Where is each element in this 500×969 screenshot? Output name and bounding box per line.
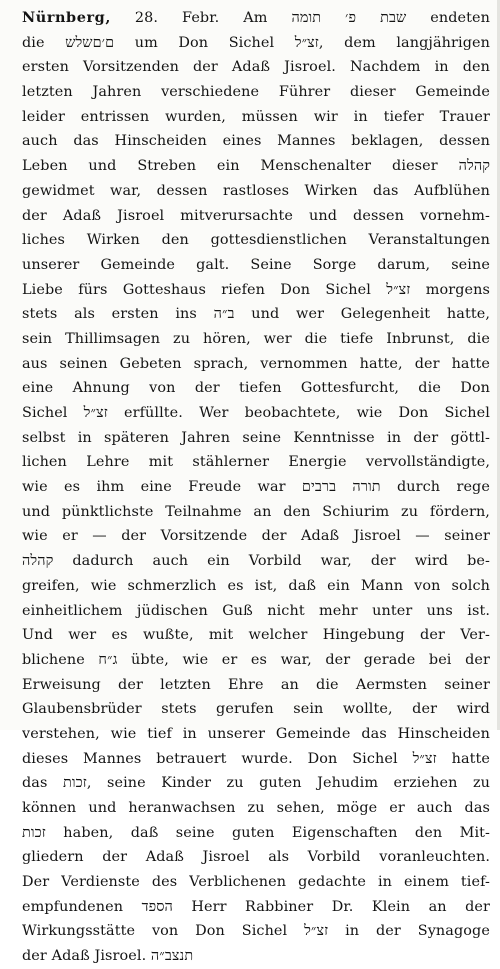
article-line: Glaubensbrüder stets gerufen sein wollte, der wird [22, 701, 490, 718]
article-line: die ם׳םשלש um Don Sichel זצ״ל, dem langjährigen [22, 34, 490, 51]
article-line: gliedern der Adaß Jisroel als Vorbild voranleuchten. [22, 849, 490, 866]
article-line: Der Verdienste des Verblichenen gedachte in einem tief- [22, 874, 490, 891]
article-line: Wirkungsstätte von Don Sichel זצ״ל in der Synagoge [22, 923, 490, 940]
article-line: ersten Vorsitzenden der Adaß Jisroel. Nachdem in den [22, 59, 490, 76]
article-column [22, 6, 490, 969]
dateline-place: Nürnberg, [22, 9, 111, 26]
article-line: und pünktlichste Teilnahme an den Schiurim zu fördern, [22, 503, 490, 520]
article-line: lichen Lehre mit stählerner Energie vervollständigte, [22, 454, 490, 471]
article-line-text: 28. Febr. Am שבת פ׳ תומה endeten [134, 10, 490, 26]
article-line: dieses Mannes betrauert wurde. Don Sichel זצ״ל hatte [22, 750, 490, 767]
article-line: Erweisung der letzten Ehre an die Aermsten seiner [22, 676, 490, 693]
article-line: wie er — der Vorsitzende der Adaß Jisroel — seiner [22, 528, 490, 545]
article-line-closing: der Adaß Jisroel. תנצב״ה [22, 948, 194, 965]
article-line: Leben und Streben ein Menschenalter dieser קהלה [22, 158, 490, 175]
article-line: aus seinen Gebeten sprach, vernommen hatte, der hatte [22, 355, 490, 372]
article-line: empfundenen הספד Herr Rabbiner Dr. Klein an der [22, 898, 490, 915]
article-line: letzten Jahren verschiedene Führer dieser Gemeinde [22, 84, 490, 101]
article-line: gewidmet war, dessen rastloses Wirken das Aufblühen [22, 182, 490, 199]
article-line: selbst in späteren Jahren seine Kenntnisse in der göttl- [22, 429, 490, 446]
article-line: verstehen, wie tief in unserer Gemeinde das Hinscheiden [22, 725, 490, 742]
article-line-1 [22, 6, 490, 31]
article-line: stets als ersten ins ב״ה und wer Gelegenheit hatte, [22, 306, 490, 323]
article-line: das זכות, seine Kinder zu guten Jehudim erziehen zu [22, 775, 490, 792]
article-line: Sichel זצ״ל erfüllte. Wer beobachtete, wie Don Sichel [22, 405, 490, 421]
article-line: auch das Hinscheiden eines Mannes beklagen, dessen [22, 133, 490, 150]
article-line: sein Thillimsagen zu hören, wer die tiefe Inbrunst, die [22, 330, 490, 347]
article-line: können und heranwachsen zu sehen, möge er auch das [22, 800, 490, 816]
article-line: Liebe fürs Gotteshaus riefen Don Sichel זצ״ל morgens [22, 281, 490, 298]
article-line: wie es ihm eine Freude war תורה ברבים durch rege [22, 479, 490, 496]
article-line: קהלה dadurch auch ein Vorbild war, der wird be- [22, 553, 490, 570]
article-line: blichene ג״ח übte, wie er es war, der gerade bei der [22, 651, 490, 668]
article-line: der Adaß Jisroel mitverursachte und dessen vornehm- [22, 207, 490, 224]
article-line: greifen, wie schmerzlich es ist, daß ein Mann von solch [22, 577, 490, 594]
article-line: leider entrissen wurden, müssen wir in tiefer Trauer [22, 108, 490, 125]
article-line: liches Wirken den gottesdienstlichen Veranstaltungen [22, 232, 490, 249]
article-line: unserer Gemeinde galt. Seine Sorge darum, seine [22, 256, 490, 273]
article-line: Und wer es wußte, mit welcher Hingebung der Ver- [22, 627, 490, 644]
article-line: einheitlichem jüdischen Guß nicht mehr unter uns ist. [22, 602, 490, 619]
article-line: eine Ahnung von der tiefen Gottesfurcht, die Don [22, 380, 490, 397]
article-line: זכות haben, daß seine guten Eigenschaften den Mit- [22, 824, 490, 841]
